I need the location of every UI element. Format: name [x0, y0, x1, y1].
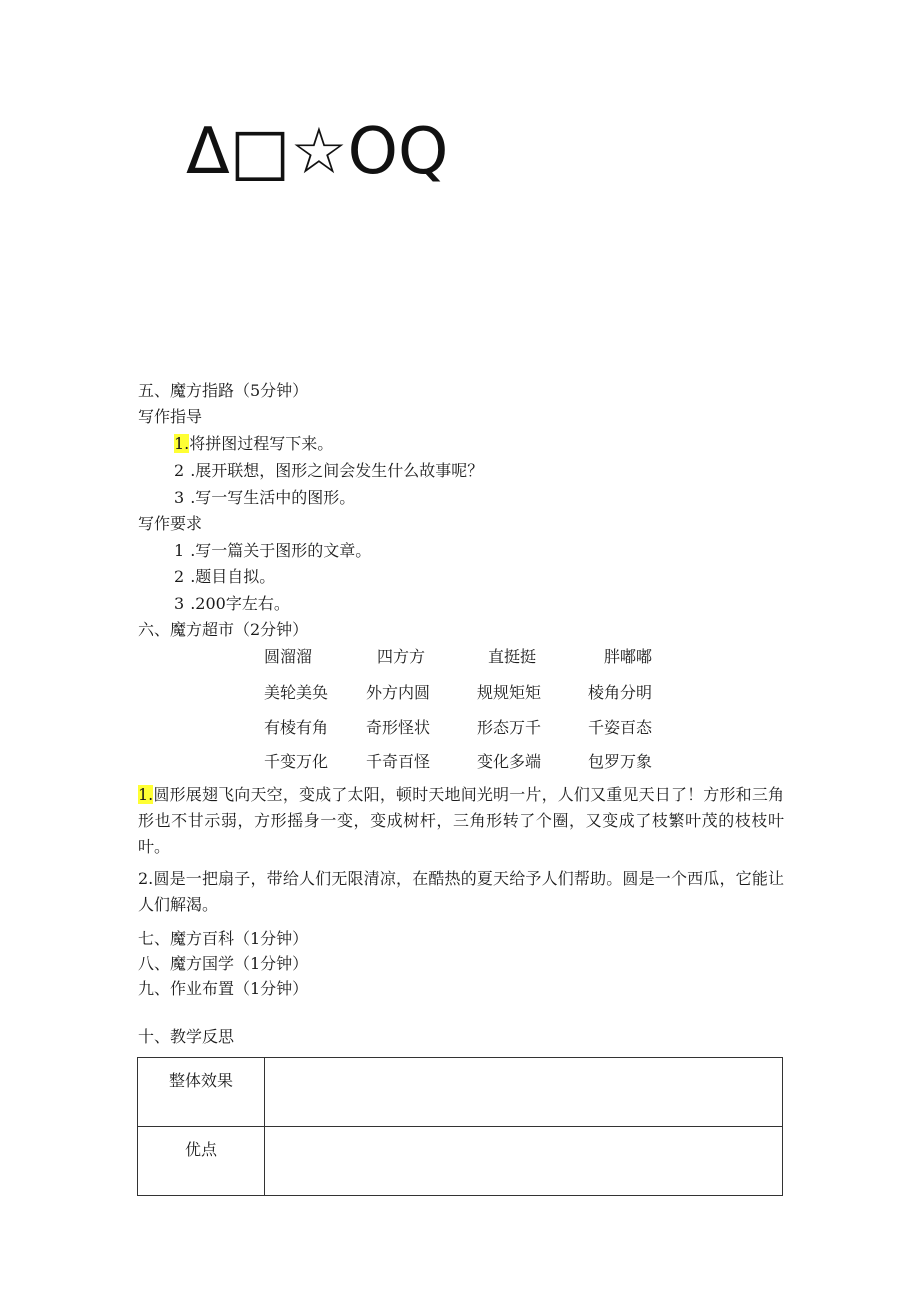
guide-item	[174, 487, 355, 509]
requirement-item	[174, 540, 371, 562]
vocab-word: 奇形怪状	[366, 718, 431, 737]
guide-item-text: 将拼图过程写下来。	[189, 434, 334, 453]
vocab-word: 直挺挺	[488, 647, 537, 666]
example-paragraph-2: 2.圆是一把扇子，带给人们无限清凉，在酷热的夏天给予人们帮助。圆是一个西瓜，它能让人们解渴。	[138, 869, 784, 914]
row-value-cell[interactable]	[265, 1058, 783, 1127]
vocab-word: 圆溜溜	[264, 647, 313, 666]
requirement-item-num: 2	[174, 567, 185, 586]
requirement-item-num: 3	[174, 594, 185, 613]
requirement-item-text: .题目自拟。	[190, 567, 276, 586]
vocab-word: 四方方	[377, 647, 426, 666]
requirement-item-text: .200字左右。	[190, 594, 290, 613]
vocab-word: 变化多端	[477, 752, 542, 771]
row-label: 优点	[138, 1127, 265, 1196]
reflection-table	[137, 1057, 783, 1196]
vocab-word: 胖嘟嘟	[604, 647, 653, 666]
vocab-word: 棱角分明	[588, 683, 653, 702]
vocab-word: 形态万千	[477, 718, 542, 737]
vocab-word: 有棱有角	[264, 718, 329, 737]
guide-item-num: 2	[174, 461, 185, 480]
table-row	[138, 1127, 783, 1196]
guide-title: 写作指导	[138, 407, 203, 426]
section10-heading: 十、教学反思	[138, 1027, 235, 1046]
example-paragraph-1	[138, 782, 784, 860]
vocab-word: 千变万化	[264, 752, 329, 771]
example-paragraph-text: 圆形展翅飞向天空，变成了太阳，顿时天地间光明一片，人们又重见天日了！方形和三角形也不甘示弱，方形摇身一变，变成树杆，三角形转了个圈，又变成了枝繁叶茂的枝枝叶叶。	[138, 785, 784, 856]
row-value-cell[interactable]	[265, 1127, 783, 1196]
vocab-word: 千姿百态	[588, 718, 653, 737]
guide-item-text: .展开联想，图形之间会发生什么故事呢？	[190, 461, 484, 480]
guide-item-num: 1.	[174, 434, 190, 453]
shape-symbols: Δ□☆OQ	[186, 115, 449, 189]
requirement-item	[174, 566, 275, 588]
example-paragraph-num: 1.	[138, 785, 154, 804]
section6-heading: 六、魔方超市（2分钟）	[138, 620, 309, 639]
row-label: 整体效果	[138, 1058, 265, 1127]
requirement-item	[174, 593, 290, 615]
section5-heading: 五、魔方指路（5分钟）	[138, 381, 309, 400]
section9-heading: 九、作业布置（1分钟）	[138, 979, 309, 998]
requirement-item-num: 1	[174, 541, 185, 560]
vocab-word: 包罗万象	[588, 752, 653, 771]
vocab-word: 美轮美奂	[264, 683, 329, 702]
requirement-title: 写作要求	[138, 514, 203, 533]
requirement-item-text: .写一篇关于图形的文章。	[190, 541, 372, 560]
guide-item-num: 3	[174, 488, 185, 507]
vocab-word: 千奇百怪	[366, 752, 431, 771]
section7-heading: 七、魔方百科（1分钟）	[138, 929, 309, 948]
vocab-word: 外方内圆	[366, 683, 431, 702]
section8-heading: 八、魔方国学（1分钟）	[138, 954, 309, 973]
guide-item	[174, 460, 483, 482]
guide-item-text: .写一写生活中的图形。	[190, 488, 356, 507]
vocab-word: 规规矩矩	[477, 683, 542, 702]
guide-item	[174, 433, 333, 455]
table-row	[138, 1058, 783, 1127]
